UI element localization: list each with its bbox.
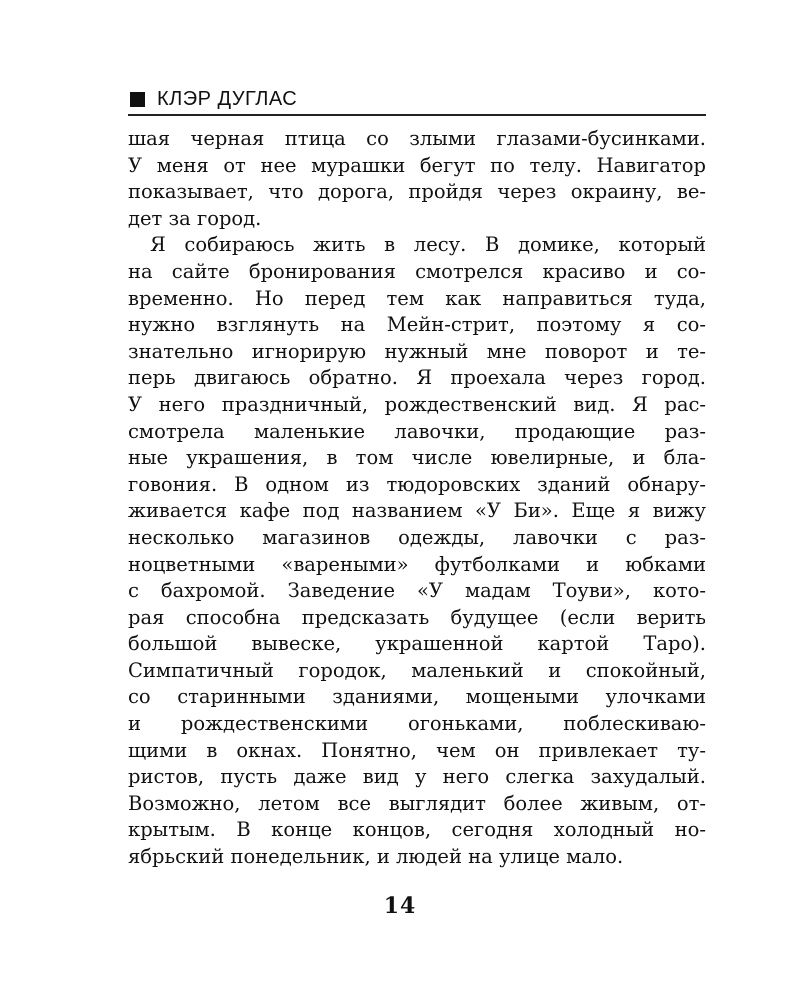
text-line: У меня от нее мурашки бегут по телу. Навигатор <box>128 153 706 177</box>
text-line: ябрьский понедельник, и людей на улице мало. <box>128 845 624 869</box>
square-bullet-icon <box>130 92 145 107</box>
text-line: рая способна предсказать будущее (если верить <box>128 605 706 629</box>
text-line: смотрела маленькие лавочки, продающие раз- <box>128 419 706 443</box>
text-line: Я собираюсь жить в лесу. В домике, который <box>150 233 706 257</box>
text-line: ноцветными «вареными» футболками и юбками <box>128 552 706 576</box>
text-line: живается кафе под названием «У Би». Еще я вижу <box>128 499 706 523</box>
text-line: крытым. В конце концов, сегодня холодный но- <box>128 818 706 842</box>
text-line: щими в окнах. Понятно, чем он привлекает ту- <box>128 738 706 762</box>
text-line: дет за город. <box>128 206 262 230</box>
text-line: нужно взглянуть на Мейн-стрит, поэтому я со- <box>128 313 706 337</box>
text-line: временно. Но перед тем как направиться туда, <box>128 286 706 310</box>
text-line: большой вывеске, украшенной картой Таро). <box>128 632 706 656</box>
text-line: показывает, что дорога, пройдя через окраину, ве- <box>128 180 706 204</box>
text-line: Симпатичный городок, маленький и спокойный, <box>128 658 706 682</box>
page-number: 14 <box>383 893 417 919</box>
text-line: и рождественскими огоньками, поблескиваю- <box>128 712 706 736</box>
text-line: со старинными зданиями, мощеными улочками <box>128 685 706 709</box>
text-line: перь двигаюсь обратно. Я проехала через город. <box>128 366 706 390</box>
author-name: КЛЭР ДУГЛАС <box>157 88 298 110</box>
text-line: У него праздничный, рождественский вид. Я рас- <box>128 392 706 416</box>
text-line: знательно игнорирую нужный мне поворот и те- <box>128 339 706 363</box>
text-line: Возможно, летом все выглядит более живым, от- <box>128 791 706 815</box>
book-page <box>128 86 706 871</box>
body-text <box>128 126 706 871</box>
text-line: ристов, пусть даже вид у него слегка захудалый. <box>128 765 706 789</box>
text-line: шая черная птица со злыми глазами-бусинками. <box>128 127 706 150</box>
running-head <box>128 86 706 116</box>
text-line: на сайте бронирования смотрелся красиво и со- <box>128 259 706 283</box>
text-line: ные украшения, в том числе ювелирные, и бла- <box>128 446 706 470</box>
text-line: с бахромой. Заведение «У мадам Тоуви», кото- <box>128 579 706 603</box>
text-line: говония. В одном из тюдоровских зданий обнару- <box>128 472 706 496</box>
text-line: несколько магазинов одежды, лавочки с раз- <box>128 525 706 549</box>
